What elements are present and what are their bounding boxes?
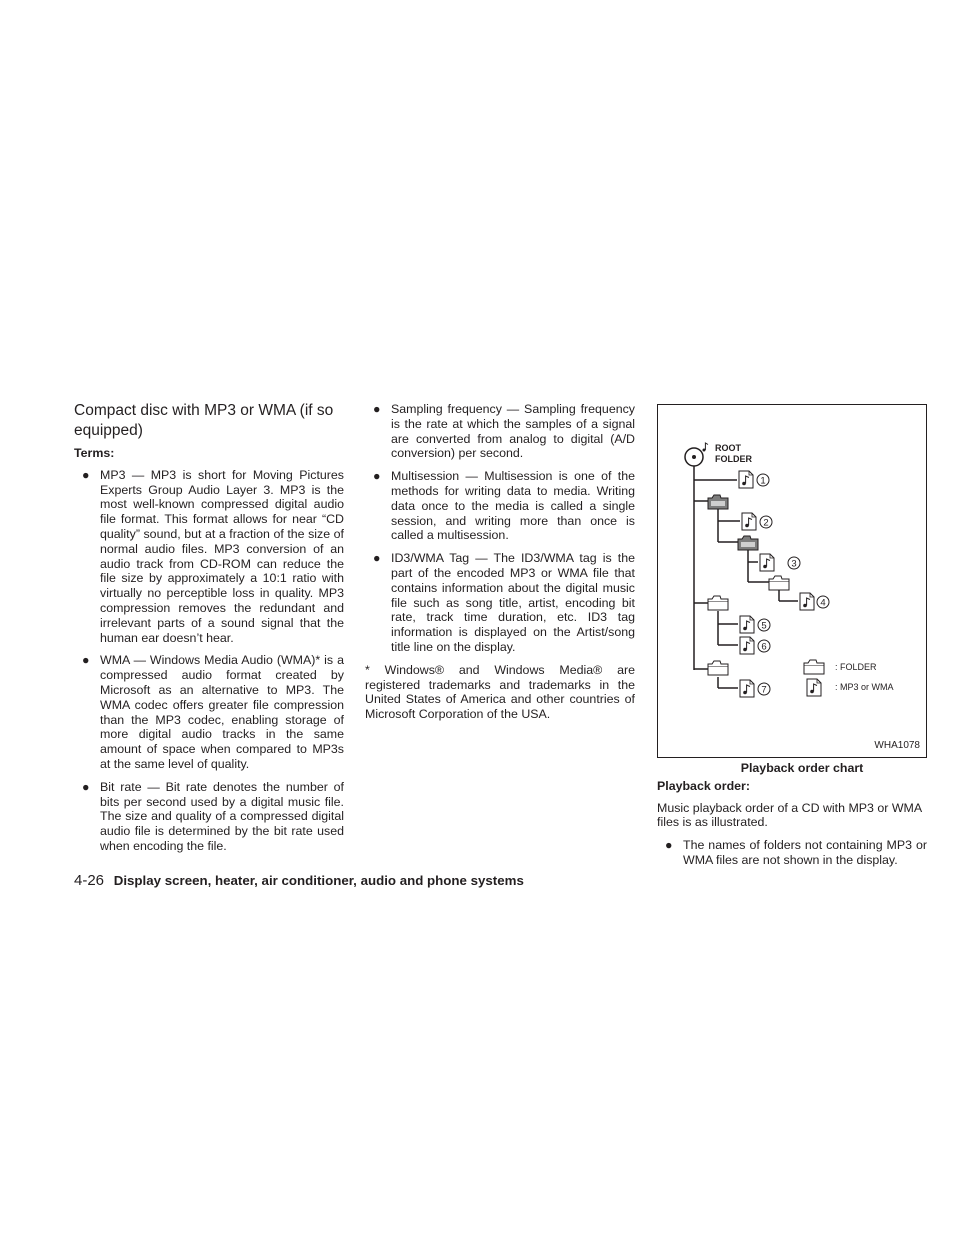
legend-file-icon (807, 679, 821, 696)
figure-code: WHA1078 (874, 740, 920, 752)
mp3-file-icon (740, 680, 754, 697)
figure-caption: Playback order chart (740, 761, 864, 775)
playback-notes-list (657, 838, 927, 868)
root-label-line1: ROOT (715, 443, 741, 453)
mp3-file-icon (800, 593, 814, 610)
bullet-icon: ● (82, 653, 90, 668)
mp3-file-icon (739, 471, 753, 488)
bullet-icon: ● (373, 402, 381, 416)
trademark-footnote: * Windows® and Windows Media® are registered trademarks and trademarks in the United States of America and other countries of Microsoft Corporation of the USA. (365, 662, 635, 722)
term-bit-rate: ● Bit rate — Bit rate denotes the number of bits per second used by a digital music file. The size and quality of a compressed digital audio file is determined by the bit rate used when encoding the file. (82, 779, 344, 853)
track-number-4: 4 (820, 597, 826, 609)
left-column (74, 401, 344, 862)
playback-order-label: Playback order: (657, 778, 750, 793)
right-column (657, 404, 927, 876)
folder-icon (769, 576, 789, 590)
term-id3-wma-tag: ● ID3/WMA Tag — The ID3/WMA tag is the part of the encoded MP3 or WMA file that contains information about the digital music file such as song title, artist, encoding bit rate, track time duration, etc. ID3 tag information is displayed on the Artist/song title line on the display. (373, 551, 635, 654)
track-number-7: 7 (761, 684, 767, 696)
folder-icon (708, 596, 728, 610)
terms-label: Terms: (74, 446, 115, 460)
track-number-1: 1 (760, 475, 766, 487)
bullet-icon: ● (373, 469, 381, 484)
page-footer (74, 872, 524, 889)
track-number-2: 2 (763, 517, 769, 529)
folder-dark-icon (708, 495, 728, 509)
root-label-line2: FOLDER (715, 454, 752, 464)
bullet-icon: ● (82, 779, 90, 794)
playback-order-figure (657, 404, 927, 758)
folder-icon (708, 661, 728, 675)
chapter-title: Display screen, heater, air conditioner, audio and phone systems (113, 873, 524, 888)
mp3-file-icon (740, 637, 754, 654)
mp3-file-icon (742, 513, 756, 530)
legend-file-label: : MP3 or WMA (835, 682, 894, 692)
playback-note: ● The names of folders not containing MP3 or WMA files are not shown in the display. (665, 838, 927, 867)
terms-list (74, 468, 344, 854)
mp3-file-icon (740, 616, 754, 633)
track-number-3: 3 (791, 558, 797, 570)
legend-folder-icon (804, 660, 824, 674)
legend-folder-label: : FOLDER (835, 662, 877, 672)
term-sampling-frequency: ● Sampling frequency — Sampling frequency is the rate at which the samples of a signal are converted from analog to digital (A/D conversion) per second. (373, 402, 635, 461)
playback-order-paragraph: Music playback order of a CD with MP3 or WMA files is as illustrated. (657, 800, 922, 830)
term-multisession: ● Multisession — Multisession is one of the methods for writing data to media. Writing data once to the media is called a single session, and writing more than once is called a multisession. (373, 469, 635, 543)
track-number-5: 5 (761, 620, 767, 632)
mp3-file-icon (760, 554, 774, 571)
folder-dark-icon (738, 536, 758, 550)
bullet-icon: ● (82, 467, 90, 482)
bullet-icon: ● (665, 838, 673, 853)
root-folder-icon (685, 443, 708, 466)
section-title: Compact disc with MP3 or WMA (if so equipped) (74, 402, 334, 439)
page-number: 4-26 (74, 872, 105, 889)
term-wma: ● WMA — Windows Media Audio (WMA)* is a compressed audio format created by Microsoft as an alternative to MP3. The WMA codec offers greater file compression than the MP3 codec, enabling storage of more digital audio tracks in the same amount of space when compared to MP3s at the same level of quality. (82, 653, 344, 771)
playback-order-diagram (658, 405, 926, 757)
bullet-icon: ● (373, 551, 381, 566)
term-mp3: ● MP3 — MP3 is short for Moving Pictures Experts Group Audio Layer 3. MP3 is the most well-known compressed digital audio file format. This format allows for near “CD quality” sound, but at a fraction of the size of normal audio files. MP3 conversion of an audio track from CD-ROM can reduce the file size by approximately a 10:1 ratio with virtually no perceptible loss in quality. MP3 compression removes the redundant and irrelevant parts of a sound signal that the human ear doesn’t hear. (82, 467, 344, 645)
middle-column (365, 402, 635, 722)
terms-list-continued (365, 402, 635, 655)
track-number-6: 6 (761, 641, 767, 653)
